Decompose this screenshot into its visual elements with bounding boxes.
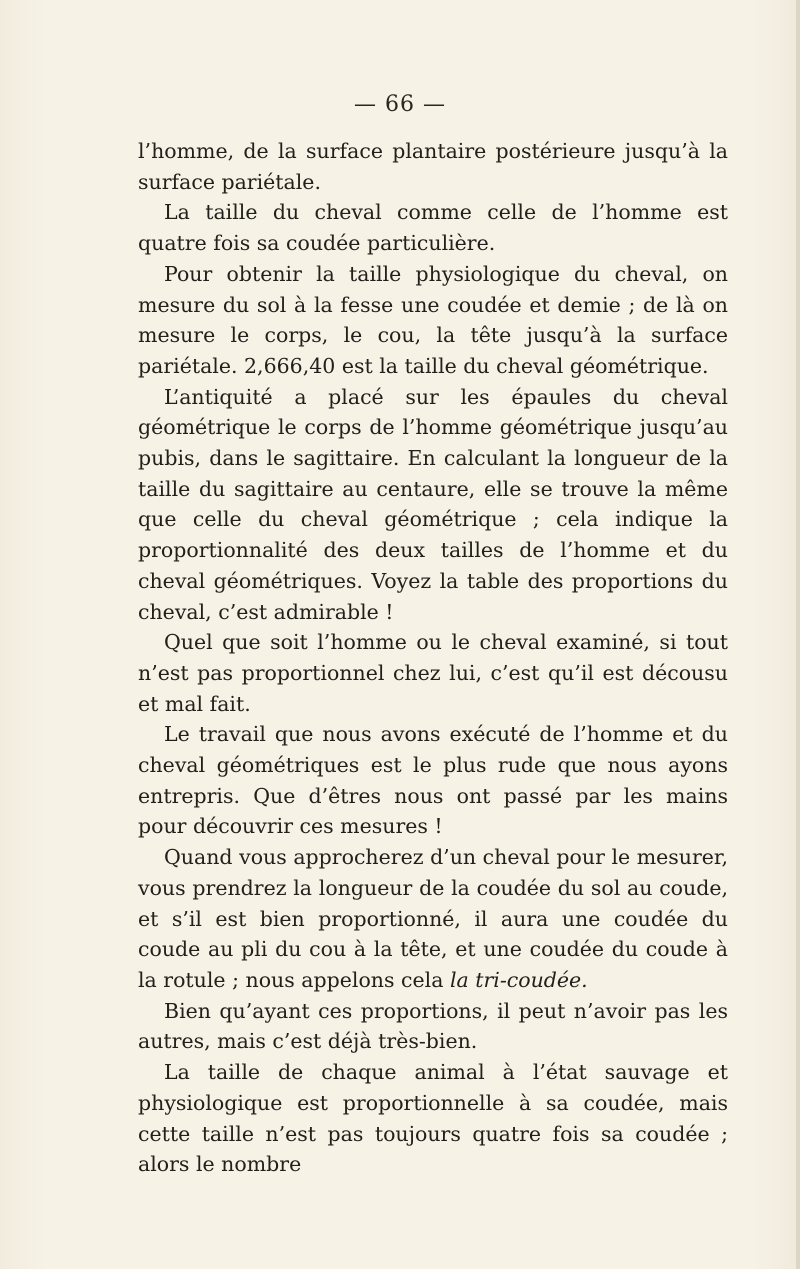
page-edge — [796, 0, 800, 1269]
paragraph — [138, 382, 728, 628]
text-run: Quel que soit l’homme ou le cheval examiné, si tout n’est pas proportionnel chez lui, c’est qu’il est décousu et mal fait. — [138, 630, 728, 716]
paragraph — [138, 259, 728, 382]
text-run: Pour obtenir la taille physiologique du cheval, on mesure du sol à la fesse une coudée et demie ; de là on mesure le corps, le cou, la tête jusqu’à la surface pariétale. 2,666,40 est la taille du cheval géométrique. — [138, 261, 728, 378]
page-number: — 66 — — [354, 92, 446, 117]
paragraph — [138, 842, 728, 996]
text-run: Quand vous approcherez d’un cheval pour le mesurer, vous prendrez la longueur de la coudée du sol au coude, et s’il est bien proportionné, il aura une coudée du coude au pli du cou à la tête, et une coudée du coude à la rotule ; nous appelons cela — [138, 845, 728, 992]
text-run: Bien qu’ayant ces proportions, il peut n’avoir pas les autres, mais c’est déjà très-bien. — [138, 998, 728, 1054]
text-run: La taille de chaque animal à l’état sauvage et physiologique est proportionnelle à sa coudée, mais cette taille n’est pas toujours quatre fois sa coudée ; alors le nombre — [138, 1060, 728, 1177]
text-run: La taille du cheval comme celle de l’homme est quatre fois sa coudée particulière. — [138, 200, 728, 256]
paragraph — [138, 627, 728, 719]
italic-term: la tri-coudée. — [449, 967, 588, 992]
text-run: L’antiquité a placé sur les épaules du cheval géométrique le corps de l’homme géométrique jusqu’au pubis, dans le sagittaire. En calculant la longueur de la taille du sagittaire au centaure, elle se trouve la même que celle du cheval géométrique ; cela indique la proportionnalité des deux tailles de l’homme et du cheval géométriques. Voyez la table des proportions du cheval, c’est admirable ! — [138, 384, 728, 624]
paragraph — [138, 1057, 728, 1180]
text-run: Le travail que nous avons exécuté de l’homme et du cheval géométriques est le plus rude que nous ayons entrepris. Que d’êtres nous ont passé par les mains pour découvrir ces mesures ! — [138, 722, 728, 839]
text-run: l’homme, de la surface plantaire postérieure jusqu’à la surface pariétale. — [138, 139, 728, 194]
paragraph — [138, 719, 728, 842]
paragraph — [138, 996, 728, 1057]
paragraph — [138, 197, 728, 258]
paragraph — [138, 136, 728, 197]
body-text — [138, 136, 728, 1180]
